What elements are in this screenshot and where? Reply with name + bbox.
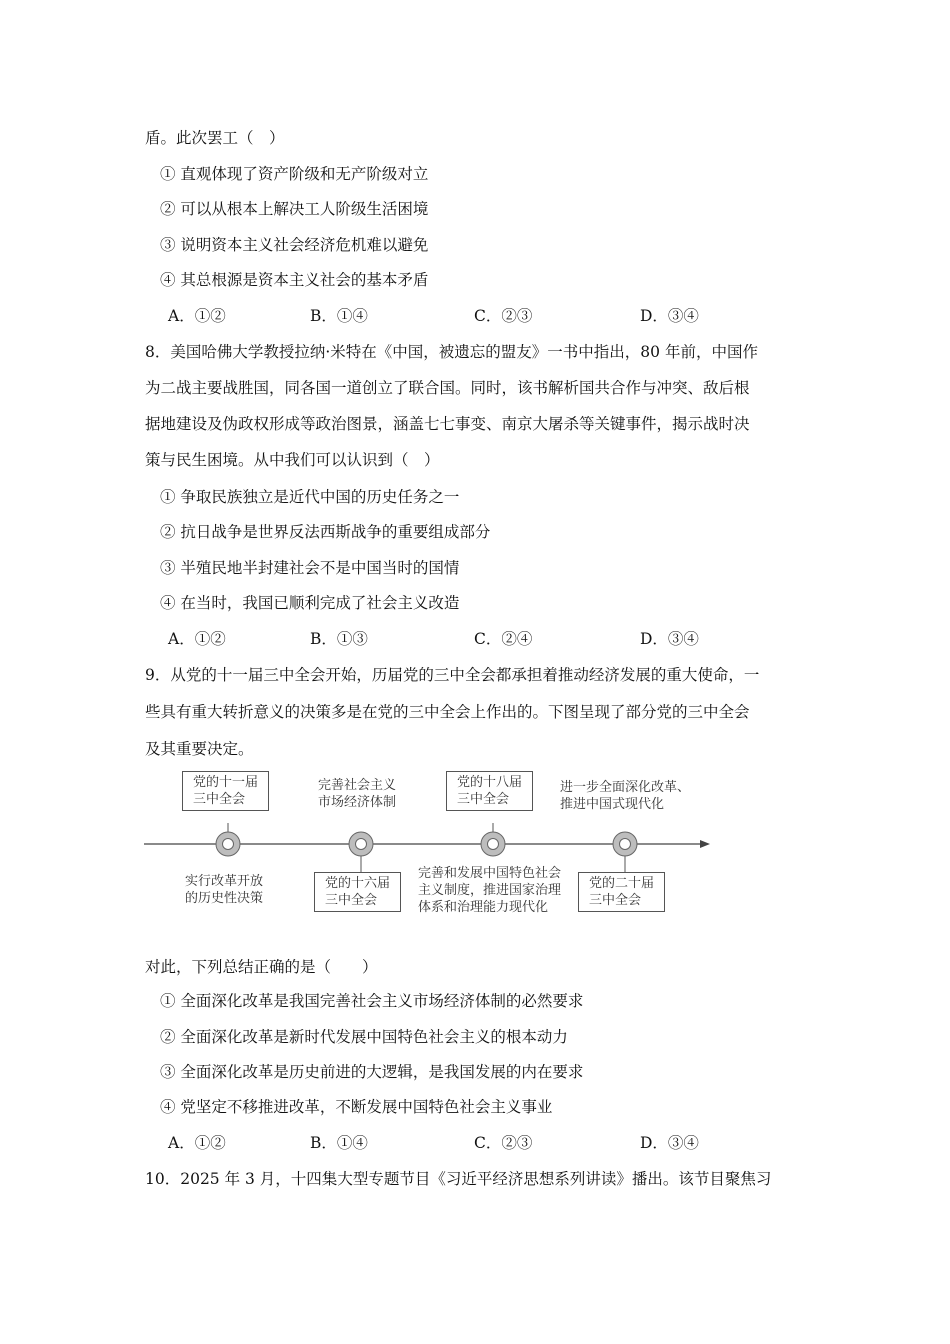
- plenum-11-decision: [185, 873, 263, 907]
- plenum-16-box-line-1: 党的十六届: [325, 876, 391, 891]
- plenum-11-decision-line-2: 的历史性决策: [185, 891, 264, 906]
- plenum-20-box-line-1: 党的二十届: [589, 876, 655, 891]
- q8-option-4: ④ 在当时，我国已顺利完成了社会主义改造: [160, 594, 460, 612]
- plenum-11-box-line-2: 三中全会: [193, 792, 246, 807]
- q8-choice-b: B．①③: [310, 630, 368, 648]
- plenum-20-decision-line-2: 推进中国式现代化: [560, 797, 665, 812]
- plenum-18-decision: [418, 865, 561, 916]
- q9-question: 对此，下列总结正确的是（ ）: [145, 958, 378, 976]
- q9-option-1: ① 全面深化改革是我国完善社会主义市场经济体制的必然要求: [160, 992, 584, 1010]
- q9-option-2: ② 全面深化改革是新时代发展中国特色社会主义的根本动力: [160, 1028, 568, 1046]
- q7-choice-b: B．①④: [310, 307, 368, 325]
- plenum-11-decision-line-1: 实行改革开放: [185, 874, 264, 889]
- q8-stem-line-4: 策与民生困境。从中我们可以认识到（ ）: [145, 451, 440, 469]
- plenum-18-decision-line-3: 体系和治理能力现代化: [418, 900, 549, 915]
- plenum-20-box: [578, 872, 665, 912]
- plenum-16-box: [314, 872, 401, 912]
- q8-option-3: ③ 半殖民地半封建社会不是中国当时的国情: [160, 559, 460, 577]
- q8-stem-line-3: 据地建设及伪政权形成等政治图景，涵盖七七事变、南京大屠杀等关键事件，揭示战时决: [145, 415, 750, 433]
- q8-option-1: ① 争取民族独立是近代中国的历史任务之一: [160, 488, 460, 506]
- q7-choice-a: A．①②: [168, 307, 226, 325]
- q9-stem-line-3: 及其重要决定。: [145, 740, 254, 758]
- q7-option-2: ② 可以从根本上解决工人阶级生活困境: [160, 200, 429, 218]
- q9-stem-line-1: 9．从党的十一届三中全会开始，历届党的三中全会都承担着推动经济发展的重大使命，一: [145, 666, 760, 684]
- plenum-16-decision-line-1: 完善社会主义: [318, 778, 397, 793]
- q9-choice-a: A．①②: [168, 1134, 226, 1152]
- q8-option-2: ② 抗日战争是世界反法西斯战争的重要组成部分: [160, 523, 491, 541]
- q7-option-4: ④ 其总根源是资本主义社会的基本矛盾: [160, 271, 429, 289]
- q9-choice-d: D．③④: [640, 1134, 699, 1152]
- q9-option-3: ③ 全面深化改革是历史前进的大逻辑，是我国发展的内在要求: [160, 1063, 584, 1081]
- q9-choice-c: C．②③: [474, 1134, 533, 1152]
- q7-tail: 盾。此次罢工（ ）: [145, 129, 285, 147]
- plenum-20-box-line-2: 三中全会: [589, 893, 642, 908]
- q7-option-3: ③ 说明资本主义社会经济危机难以避免: [160, 236, 429, 254]
- plenum-16-box-line-2: 三中全会: [325, 893, 378, 908]
- timeline-arrowhead: [700, 840, 710, 848]
- plenum-20-decision: [560, 779, 690, 813]
- q8-stem-line-1: 8．美国哈佛大学教授拉纳·米特在《中国，被遗忘的盟友》一书中指出，80 年前，中国作: [145, 343, 758, 361]
- q8-stem-line-2: 为二战主要战胜国，同各国一道创立了联合国。同时，该书解析国共合作与冲突、敌后根: [145, 379, 750, 397]
- timeline-diagram: [140, 765, 720, 925]
- q7-option-1: ① 直观体现了资产阶级和无产阶级对立: [160, 165, 429, 183]
- timeline-node-2: [349, 832, 373, 856]
- plenum-18-decision-line-1: 完善和发展中国特色社会: [418, 866, 562, 881]
- q7-choice-d: D．③④: [640, 307, 699, 325]
- q8-choice-d: D．③④: [640, 630, 699, 648]
- timeline-node-3: [481, 832, 505, 856]
- plenum-11-box: [182, 771, 269, 811]
- q10-stem-line-1: 10．2025 年 3 月，十四集大型专题节目《习近平经济思想系列讲读》播出。该节目聚焦习: [145, 1170, 772, 1188]
- q8-choice-c: C．②④: [474, 630, 533, 648]
- plenum-18-box-line-2: 三中全会: [457, 792, 510, 807]
- q7-choice-c: C．②③: [474, 307, 533, 325]
- plenum-16-decision: [318, 777, 396, 811]
- plenum-11-box-line-1: 党的十一届: [193, 775, 259, 790]
- plenum-16-decision-line-2: 市场经济体制: [318, 795, 397, 810]
- q9-stem-line-2: 些具有重大转折意义的决策多是在党的三中全会上作出的。下图呈现了部分党的三中全会: [145, 703, 750, 721]
- q8-choice-a: A．①②: [168, 630, 226, 648]
- plenum-18-decision-line-2: 主义制度，推进国家治理: [418, 883, 562, 898]
- timeline-node-4: [613, 832, 637, 856]
- q9-option-4: ④ 党坚定不移推进改革，不断发展中国特色社会主义事业: [160, 1098, 553, 1116]
- q9-choice-b: B．①④: [310, 1134, 368, 1152]
- plenum-18-box-line-1: 党的十八届: [457, 775, 523, 790]
- plenum-18-box: [446, 771, 533, 811]
- plenum-20-decision-line-1: 进一步全面深化改革、: [560, 780, 691, 795]
- timeline-node-1: [216, 832, 240, 856]
